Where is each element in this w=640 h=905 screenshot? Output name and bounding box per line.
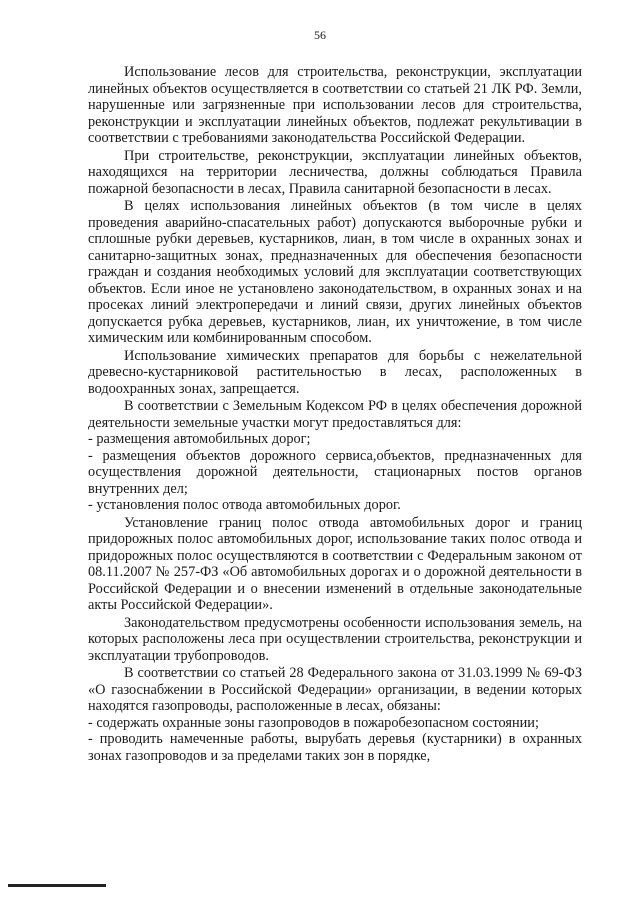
paragraph: Использование химических препаратов для борьбы с нежелательной древесно-кустарниковой растительностью в лесах, расположенных в водоохранных зонах, запрещается. <box>88 347 582 397</box>
list-item: - установления полос отвода автомобильных дорог. <box>88 497 401 513</box>
paragraph: Установление границ полос отвода автомобильных дорог и границ придорожных полос автомобильных дорог, использование таких полос отвода и придорожных полос осуществляются в соответствии с Федеральным законом от 08.11.2007 № 257-ФЗ «Об автомобильных дорогах и о дорожной деятельности в Российской Федерации и о внесении изменений в отдельные законодательные акты Российской Федерации». <box>88 514 582 613</box>
list-item: - размещения автомобильных дорог; <box>88 431 311 447</box>
paragraph: В соответствии со статьей 28 Федерального закона от 31.03.1999 № 69-ФЗ «О газоснабжении в Российской Федерации» организации, в ведении которых находятся газопроводы, расположенные в лесах, обязаны: <box>88 665 582 714</box>
paragraph: При строительстве, реконструкции, эксплуатации линейных объектов, находящихся на территории лесничества, должны соблюдаться Правила пожарной безопасности в лесах, Правила санитарной безопасности в лесах. <box>88 147 582 197</box>
scan-artifact-line <box>8 884 106 887</box>
page-number: 56 <box>314 28 326 42</box>
paragraph: В целях использования линейных объектов (в том числе в целях проведения аварийно-спасательных работ) допускаются выборочные рубки и сплошные рубки деревьев, кустарников, лиан, в том числе в охранных зонах и санитарно-защитных зонах, предназначенных для обеспечения безопасности граждан и создания необходимых условий для эксплуатации соответствующих объектов. Если иное не установлено законодательством, в охранных зонах и на просеках линий электропередачи и линий связи, других линейных объектов допускается рубка деревьев, кустарников, лиан, их уничтожение, в том числе химическим или комбинированным способом. <box>88 198 582 346</box>
paragraph: Законодательством предусмотрены особенности использования земель, на которых расположены леса при осуществлении строительства, реконструкции и эксплуатации трубопроводов. <box>88 614 582 664</box>
document-body <box>88 64 582 764</box>
paragraph: В соответствии с Земельным Кодексом РФ в целях обеспечения дорожной деятельности земельные участки могут предоставляться для: <box>88 398 582 431</box>
paragraph: Использование лесов для строительства, реконструкции, эксплуатации линейных объектов осуществляется в соответствии со статьей 21 ЛК РФ. Земли, нарушенные или загрязненные при использовании лесов для строительства, реконструкции и эксплуатации линейных объектов, подлежат рекультивации в соответствии с требованиями законодательства Российской Федерации. <box>88 64 582 146</box>
list-item: - содержать охранные зоны газопроводов в пожаробезопасном состоянии; <box>88 714 539 731</box>
list-item: - проводить намеченные работы, вырубать деревья (кустарники) в охранных зонах газопроводов и за пределами таких зон в порядке, <box>88 731 582 764</box>
list-item: - размещения объектов дорожного сервиса,объектов, предназначенных для осуществления дорожной деятельности, стационарных постов органов внутренних дел; <box>88 447 582 497</box>
